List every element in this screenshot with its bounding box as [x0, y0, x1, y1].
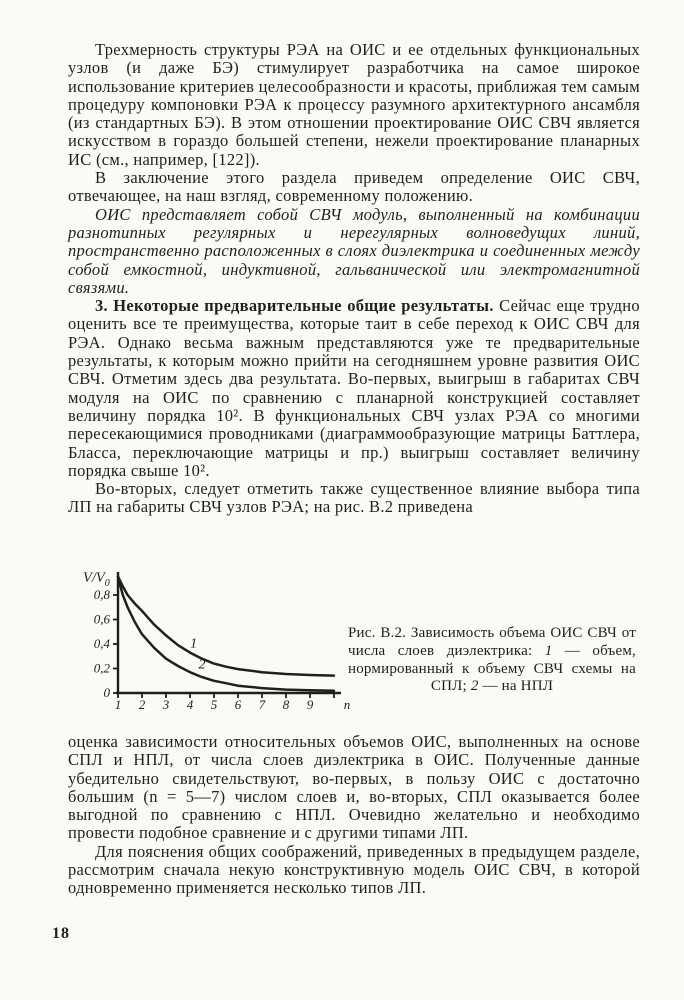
section-heading: 3. Некоторые предварительные общие результаты. — [95, 296, 494, 316]
body-text-lower — [68, 733, 640, 898]
paragraph-section-3 — [68, 297, 640, 480]
x-tick-label: 4 — [186, 697, 194, 712]
paragraph-7: Для пояснения общих соображений, приведенных в предыдущем разделе, рассмотрим сначала некую конструктивную модель ОИС СВЧ, в которой одновременно применяется несколько типов ЛП. — [68, 841, 640, 898]
figure-caption-title: Рис. В.2. Зависимость объема ОИС СВЧ от числа слоев диэлектрика: — [348, 625, 636, 659]
x-tick-label: 1 — [114, 697, 122, 712]
figure-caption — [348, 625, 636, 696]
figure-legend-2-num: 2 — [470, 678, 479, 695]
body-text-upper — [68, 41, 640, 517]
y-tick-label: 0,4 — [93, 636, 110, 651]
figure-chart-svg — [50, 566, 350, 716]
x-tick-label: 5 — [210, 697, 218, 712]
page-number: 18 — [52, 925, 70, 942]
x-tick-label: 2 — [138, 697, 146, 712]
x-tick-label: 9 — [306, 697, 314, 712]
y-axis-label: $V/V_0$ — [83, 570, 110, 589]
section-body: Сейчас еще трудно оценить все те преимущества, которые таит в себе переход к ОИС СВЧ для РЭА. Однако весьма важным представляются уже те предварительные результаты, к которым можно прийти на сегодняшнем уровне развития ОИС СВЧ. Отметим здесь два результата. Во-первых, выигрыш в габаритах СВЧ модуля на ОИС по сравнению с планарной конструкцией составляет величину порядка 10². В функциональных СВЧ узлах РЭА со многими пересекающимися проводниками (диаграммообразующие матрицы Баттлера, Бласса, переключающие матрицы и пр.) выигрыш составляет величину порядка свыше 10². — [68, 296, 640, 480]
figure-legend-1-num: 1 — [544, 642, 553, 659]
paragraph-1: Трехмерность структуры РЭА на ОИС и ее отдельных функциональных узлов (и даже БЭ) стимулирует разработчика на самое широкое использование критериев целесообразности и красоты, приближая тем самым процедуру компоновки РЭА к процессу разумного архитектурного ансамбля (из стандартных БЭ). В этом отношении проектирование ОИС СВЧ является искусством в гораздо большей степени, нежели проектирование планарных ИС (см., например, [122]). — [68, 40, 640, 169]
curve-label-2: 2 — [198, 657, 206, 673]
x-tick-label: 3 — [162, 697, 170, 712]
figure-legend-2-text: — на НПЛ — [478, 678, 554, 695]
paragraph-6: оценка зависимости относительных объемов ОИС, выполненных на основе СПЛ и НПЛ, от числа слоев диэлектрика в ОИС. Полученные данные убедительно свидетельствуют, во-первых, в пользу ОИС с достаточно большим (n = 5—7) числом слоев и, во-вторых, СПЛ оказывается более выгодной по сравнению с НПЛ. Очевидно желательно и необходимо провести подобное сравнение и с другими типами ЛП. — [68, 732, 640, 843]
y-tick-label: 0,8 — [93, 587, 110, 602]
x-tick-label: 8 — [282, 697, 290, 712]
y-tick-label: 0,2 — [93, 660, 110, 676]
y-tick-label: 0 — [103, 685, 110, 700]
figure-B2 — [0, 562, 684, 722]
paragraph-5: Во-вторых, следует отметить также существенное влияние выбора типа ЛП на габариты СВЧ узлов РЭА; на рис. В.2 приведена — [68, 479, 640, 517]
paragraph-2: В заключение этого раздела приведем определение ОИС СВЧ, отвечающее, на наш взгляд, современному положению. — [68, 168, 640, 206]
x-tick-label: 7 — [258, 697, 266, 712]
x-axis-label: n — [343, 697, 350, 712]
paragraph-definition: ОИС представляет собой СВЧ модуль, выполненный на комбинации разнотипных регулярных и нерегулярных волноведущих линий, пространственно расположенных в слоях диэлектрика и соединенных между собой емкостной, индуктивной, гальванической или электромагнитной связями. — [68, 204, 640, 297]
curve-label-1: 1 — [190, 636, 198, 652]
figure-legend-1-text: — объем, нормированный к объему СВЧ схемы на СПЛ; — [348, 642, 636, 695]
x-tick-label: 6 — [234, 697, 242, 712]
y-tick-label: 0,6 — [93, 611, 110, 627]
curve-1 — [118, 577, 334, 676]
